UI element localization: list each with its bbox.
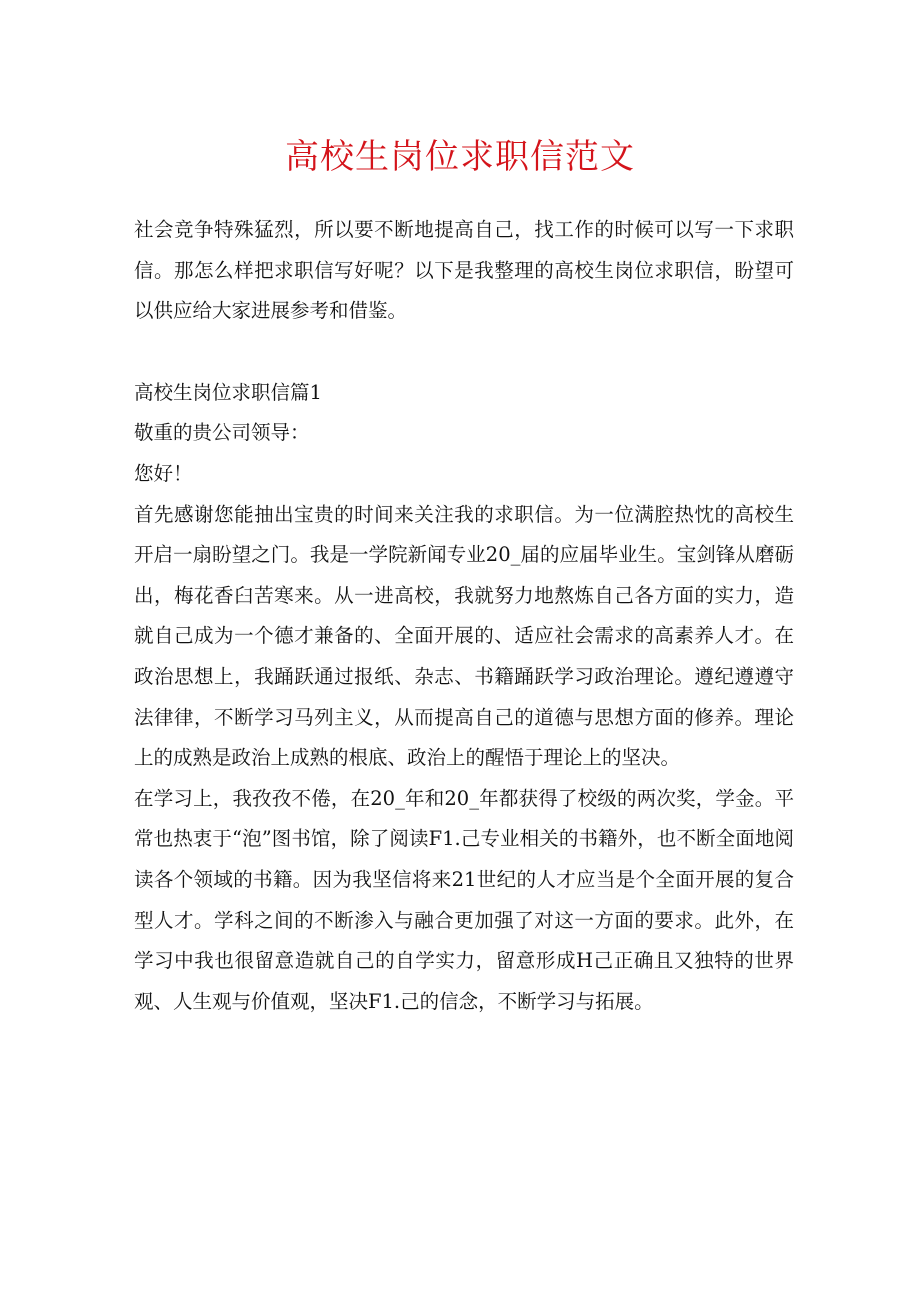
document-body (134, 210, 794, 1022)
body-paragraph-1: 首先感谢您能抽出宝贵的时间来关注我的求职信。为一位满腔热忱的高校生开启一扇盼望之门。我是一学院新闻专业20_届的应届毕业生。宝剑锋从磨砺出，梅花香臼苦寒来。从一进高校，我就努力地熬炼自己各方面的实力，造就自己成为一个德才兼备的、全面开展的、适应社会需求的高素养人才。在政治思想上，我踊跃通过报纸、杂志、书籍踊跃学习政治理论。遵纪遵遵守法律律，不断学习马列主义，从而提高自己的道德与思想方面的修养。理论上的成熟是政治上成熟的根底、政治上的醒悟于理论上的坚决。 (134, 502, 794, 770)
salutation: 敬重的贵公司领导： (134, 421, 310, 445)
body-paragraph-2: 在学习上，我孜孜不倦，在20_年和20_年都获得了校级的两次奖，学金。平常也热衷于“泡”图书馆，除了阅读F1.己专业相关的书籍外，也不断全面地阅读各个领域的书籍。因为我坚信将来21世纪的人才应当是个全面开展的复合型人才。学科之间的不断渗入与融合更加强了对这一方面的要求。此外，在学习中我也很留意造就自己的自学实力，留意形成H己正确且又独特的世界观、人生观与价值观，坚决F1.己的信念，不断学习与拓展。 (134, 786, 794, 1013)
greeting: 您好！ (134, 461, 193, 485)
section-heading: 高校生岗位求职信篇1 (134, 380, 322, 404)
document-title: 高校生岗位求职信范文 (285, 137, 635, 177)
paragraph-spacer (134, 332, 794, 373)
intro-paragraph: 社会竞争特殊猛烈，所以要不断地提高自己，找工作的时候可以写一下求职信。那怎么样把求职信写好呢？以下是我整理的高校生岗位求职信，盼望可以供应给大家进展参考和借鉴。 (134, 218, 794, 323)
